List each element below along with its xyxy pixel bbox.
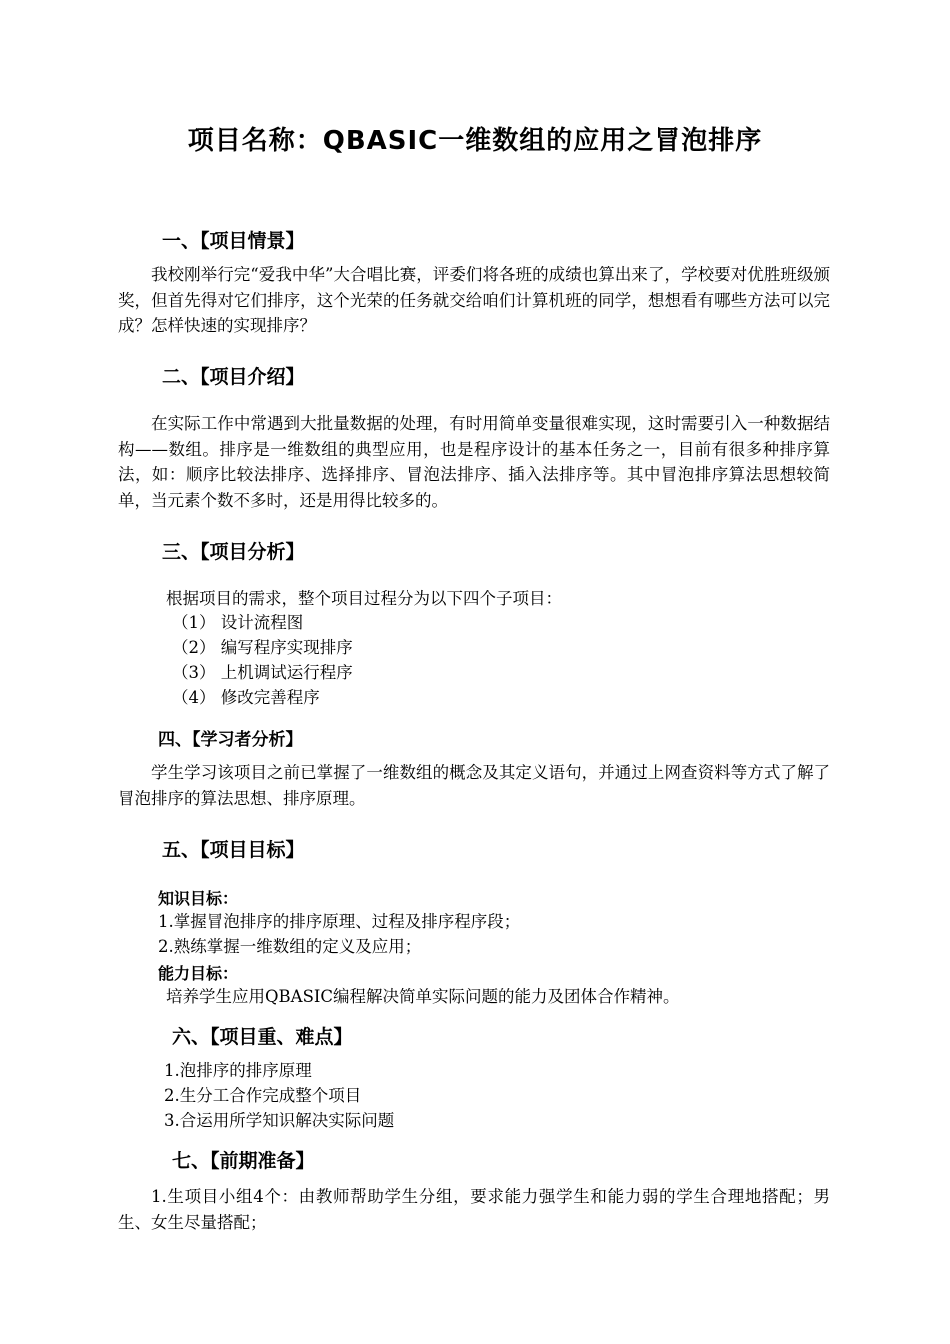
section-heading-introduction: 二、【项目介绍】 [162, 366, 305, 388]
knowledge-objectives-label: 知识目标： [158, 889, 239, 908]
section-heading-learner-analysis: 四、【学习者分析】 [158, 730, 303, 750]
section-heading-key-points: 六、【项目重、难点】 [172, 1026, 353, 1048]
analysis-item: （3） 上机调试运行程序 [172, 663, 353, 682]
section-paragraph-introduction: 在实际工作中常遇到大批量数据的处理，有时用简单变量很难实现，这时需要引入一种数据结构——数组。排序是一维数组的典型应用，也是程序设计的基本任务之一，目前有很多种排序算法，如：顺序比较法排序、选择排序、冒泡法排序、插入法排序等。其中冒泡排序算法思想较简单，当元素个数不多时，还是用得比较多的。 [118, 414, 830, 510]
section-paragraph-preparation: 1.生项目小组4个：由教师帮助学生分组，要求能力强学生和能力弱的学生合理地搭配；男生、女生尽量搭配； [118, 1187, 830, 1232]
analysis-item: （2） 编写程序实现排序 [172, 638, 353, 657]
knowledge-objective-item: 1.掌握冒泡排序的排序原理、过程及排序程序段； [158, 912, 521, 931]
analysis-item: （1） 设计流程图 [172, 613, 304, 632]
section-heading-preparation: 七、【前期准备】 [172, 1150, 315, 1172]
knowledge-objective-item: 2.熟练掌握一维数组的定义及应用； [158, 937, 422, 956]
ability-objectives-label: 能力目标： [158, 964, 239, 983]
ability-objective-text: 培养学生应用QBASIC编程解决简单实际问题的能力及团体合作精神。 [166, 987, 680, 1006]
section-heading-analysis: 三、【项目分析】 [162, 541, 305, 563]
analysis-item: （4） 修改完善程序 [172, 688, 320, 707]
analysis-intro: 根据项目的需求，整个项目过程分为以下四个子项目： [166, 589, 562, 608]
section-paragraph-scenario: 我校刚举行完“爱我中华”大合唱比赛，评委们将各班的成绩也算出来了，学校要对优胜班级颁奖，但首先得对它们排序，这个光荣的任务就交给咱们计算机班的同学，想想看有哪些方法可以完成？怎样快速的实现排序？ [118, 265, 830, 335]
key-point-item: 3.合运用所学知识解决实际问题 [164, 1111, 395, 1130]
key-point-item: 2.生分工合作完成整个项目 [164, 1086, 362, 1105]
key-point-item: 1.泡排序的排序原理 [164, 1061, 312, 1080]
section-paragraph-learner-analysis: 学生学习该项目之前已掌握了一维数组的概念及其定义语句，并通过上网查资料等方式了解了冒泡排序的算法思想、排序原理。 [118, 763, 830, 808]
section-heading-scenario: 一、【项目情景】 [162, 230, 305, 252]
section-heading-objectives: 五、【项目目标】 [162, 839, 305, 861]
document-title: 项目名称：QBASIC一维数组的应用之冒泡排序 [187, 126, 763, 156]
